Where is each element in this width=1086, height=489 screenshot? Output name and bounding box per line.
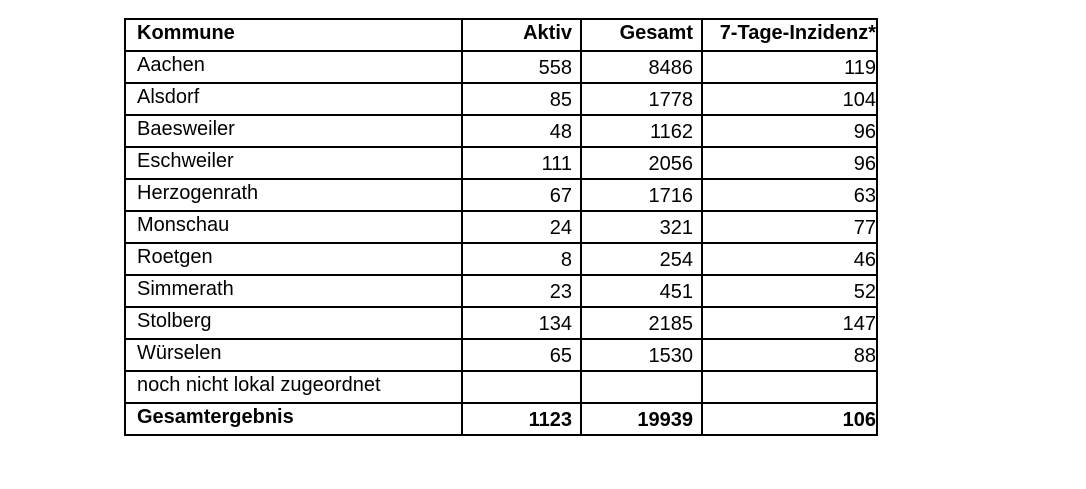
table-row [125,179,877,211]
cell-gesamt: 1162 [581,115,702,147]
cell-kommune: Alsdorf [125,83,462,115]
cell-gesamt: 1778 [581,83,702,115]
cell-aktiv: 111 [462,147,581,179]
cell-kommune: Eschweiler [125,147,462,179]
cell-inzidenz: 104 [702,83,877,115]
covid-statistics-table [124,18,878,436]
header-gesamt: Gesamt [581,19,702,51]
cell-gesamt: 1530 [581,339,702,371]
table-row [125,339,877,371]
cell-inzidenz [702,371,877,403]
cell-inzidenz: 52 [702,275,877,307]
table-row [125,275,877,307]
cell-inzidenz: 88 [702,339,877,371]
cell-gesamt [581,371,702,403]
total-aktiv: 1123 [462,403,581,435]
cell-inzidenz: 96 [702,115,877,147]
cell-gesamt: 254 [581,243,702,275]
header-aktiv: Aktiv [462,19,581,51]
cell-aktiv: 65 [462,339,581,371]
cell-aktiv: 134 [462,307,581,339]
cell-inzidenz: 147 [702,307,877,339]
cell-kommune: Roetgen [125,243,462,275]
total-row [125,403,877,435]
cell-inzidenz: 46 [702,243,877,275]
table-row [125,51,877,83]
cell-aktiv: 24 [462,211,581,243]
cell-aktiv: 48 [462,115,581,147]
cell-inzidenz: 63 [702,179,877,211]
cell-aktiv: 8 [462,243,581,275]
table-row [125,147,877,179]
cell-aktiv: 85 [462,83,581,115]
cell-gesamt: 321 [581,211,702,243]
header-row [125,19,877,51]
cell-kommune: Monschau [125,211,462,243]
table-row [125,243,877,275]
cell-gesamt: 451 [581,275,702,307]
cell-gesamt: 2185 [581,307,702,339]
total-gesamt: 19939 [581,403,702,435]
cell-kommune: Simmerath [125,275,462,307]
cell-kommune: Aachen [125,51,462,83]
cell-aktiv [462,371,581,403]
cell-aktiv: 558 [462,51,581,83]
cell-kommune: Baesweiler [125,115,462,147]
cell-aktiv: 67 [462,179,581,211]
table-row [125,115,877,147]
table-row [125,307,877,339]
header-inzidenz: 7-Tage-Inzidenz* [702,19,877,51]
table-row [125,371,877,403]
cell-kommune: Würselen [125,339,462,371]
header-kommune: Kommune [125,19,462,51]
cell-kommune: Herzogenrath [125,179,462,211]
cell-aktiv: 23 [462,275,581,307]
cell-kommune: Stolberg [125,307,462,339]
cell-inzidenz: 119 [702,51,877,83]
cell-gesamt: 8486 [581,51,702,83]
cell-gesamt: 2056 [581,147,702,179]
cell-gesamt: 1716 [581,179,702,211]
total-label: Gesamtergebnis [125,403,462,435]
cell-kommune: noch nicht lokal zugeordnet [125,371,462,403]
table-row [125,83,877,115]
table-row [125,211,877,243]
total-inzidenz: 106 [702,403,877,435]
cell-inzidenz: 77 [702,211,877,243]
cell-inzidenz: 96 [702,147,877,179]
